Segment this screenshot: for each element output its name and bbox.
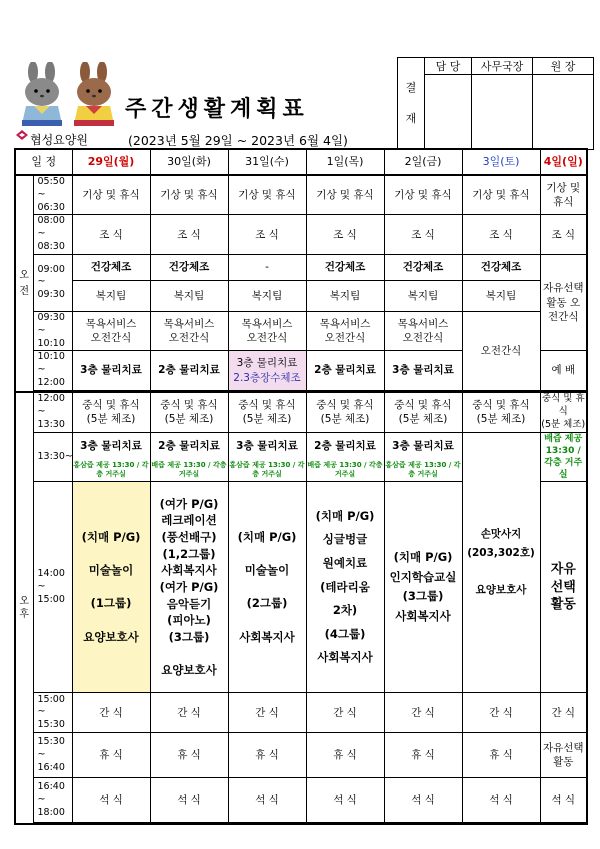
schedule-cell: 3층 물리치료 [384, 351, 462, 391]
schedule-cell: 중식 및 휴식 (5분 체조) [540, 392, 587, 432]
schedule-cell: 기상 및 휴식 [150, 175, 228, 215]
org-name: 협성요양원 [30, 133, 88, 147]
time-slot: 15:30 ~ 16:40 [33, 733, 72, 778]
page-title: 주간생활계획표 [125, 97, 309, 122]
schedule-cell: 조 식 [384, 215, 462, 254]
schedule-cell: 중식 및 휴식 (5분 체조) [72, 392, 150, 432]
day-header: 4일(일) [540, 149, 587, 175]
schedule-cell: 휴 식 [150, 733, 228, 778]
schedule-cell: 간 식 [384, 693, 462, 733]
schedule-cell: 2층 물리치료 [150, 351, 228, 391]
schedule-cell: 3층 물리치료 [228, 432, 306, 459]
schedule-cell: 석 식 [306, 778, 384, 823]
schedule-cell: 목욕서비스 오전간식 [228, 311, 306, 350]
schedule-cell: 휴 식 [72, 733, 150, 778]
schedule-note: 배즙 제공 13:30 / 각층 거주실 [150, 459, 228, 482]
schedule-cell: 건강체조 [306, 254, 384, 280]
schedule-cell: 예 배 [540, 351, 587, 391]
schedule-cell: 기상 및 휴식 [384, 175, 462, 215]
schedule-cell: 복지팀 [306, 280, 384, 311]
day-header: 29일(월) [72, 149, 150, 175]
schedule-cell: 중식 및 휴식 (5분 체조) [384, 392, 462, 432]
time-slot: 09:30 ~ 10:10 [33, 311, 72, 350]
schedule-cell: 중식 및 휴식 (5분 체조) [150, 392, 228, 432]
schedule-cell: 건강체조 [384, 254, 462, 280]
schedule-cell: 석 식 [462, 778, 540, 823]
bunny-mascot-left-icon [14, 62, 72, 128]
schedule-cell: 중식 및 휴식 (5분 체조) [228, 392, 306, 432]
schedule-cell: 기상 및 휴식 [228, 175, 306, 215]
schedule-cell: 조 식 [150, 215, 228, 254]
schedule-cell: 석 식 [228, 778, 306, 823]
schedule-cell: 조 식 [540, 215, 587, 254]
schedule-cell-activity: (치매 P/G) 인지학습교실 (3그룹) 사회복지사 [384, 482, 462, 693]
approval-sign-cell [472, 75, 533, 150]
org-logo-icon [15, 129, 29, 141]
schedule-cell: 휴 식 [306, 733, 384, 778]
schedule-cell: 기상 및 휴식 [306, 175, 384, 215]
approval-sign-cell [533, 75, 594, 150]
am-label: 오전 [15, 175, 33, 392]
schedule-cell: 목욕서비스 오전간식 [72, 311, 150, 350]
schedule-cell: 2층 물리치료 [150, 432, 228, 459]
schedule-cell: 기상 및 휴식 [72, 175, 150, 215]
schedule-cell: 조 식 [306, 215, 384, 254]
schedule-cell: 조 식 [72, 215, 150, 254]
schedule-note: 배즙 제공 13:30 / 각층 거주실 [306, 459, 384, 482]
schedule-cell: 휴 식 [228, 733, 306, 778]
schedule-cell: 복지팀 [228, 280, 306, 311]
schedule-cell: 건강체조 [150, 254, 228, 280]
corner-header: 일 정 [15, 149, 72, 175]
schedule-note: 홍삼즙 제공 13:30 / 각층 거주실 [384, 459, 462, 482]
schedule-cell-activity: 손맛사지 (203,302호) 요양보호사 [462, 432, 540, 693]
schedule-cell: 기상 및 휴식 [462, 175, 540, 215]
schedule-cell-activity: (치매 P/G) 미술놀이 (1그룹) 요양보호사 [72, 482, 150, 693]
time-slot: 10:10 ~ 12:00 [33, 351, 72, 391]
schedule-note: 홍삼즙 제공 13:30 / 각층 거주실 [228, 459, 306, 482]
schedule-cell-activity: 자유 선택 활동 [540, 482, 587, 693]
schedule-cell: 간 식 [462, 693, 540, 733]
schedule-cell: 목욕서비스 오전간식 [150, 311, 228, 350]
schedule-cell-activity: (치매 P/G) 미술놀이 (2그룹) 사회복지사 [228, 482, 306, 693]
schedule-note: 홍삼즙 제공 13:30 / 각층 거주실 [72, 459, 150, 482]
schedule-cell: 목욕서비스 오전간식 [306, 311, 384, 350]
schedule-cell-activity: (치매 P/G) 싱글벙글 원예치료 (테라리움 2차) (4그룹) 사회복지사 [306, 482, 384, 693]
schedule-cell: 자유선택 활동 [540, 733, 587, 778]
time-slot: 13:30~ [33, 432, 72, 482]
schedule-cell: 3층 물리치료 [72, 351, 150, 391]
day-header: 31일(수) [228, 149, 306, 175]
schedule-cell: 중식 및 휴식 (5분 체조) [462, 392, 540, 432]
day-header: 3일(토) [462, 149, 540, 175]
schedule-cell: 간 식 [228, 693, 306, 733]
schedule-cell: 간 식 [306, 693, 384, 733]
time-slot: 15:00 ~ 15:30 [33, 693, 72, 733]
schedule-cell: 석 식 [540, 778, 587, 823]
pm-label: 오후 [15, 392, 33, 824]
approval-role: 원 장 [533, 58, 594, 75]
schedule-cell: 간 식 [540, 693, 587, 733]
schedule-cell: 석 식 [150, 778, 228, 823]
approval-role: 담 당 [425, 58, 472, 75]
schedule-cell: 휴 식 [384, 733, 462, 778]
schedule-cell: 복지팀 [72, 280, 150, 311]
time-slot: 16:40 ~ 18:00 [33, 778, 72, 823]
approval-box [397, 57, 594, 150]
schedule-cell: 복지팀 [384, 280, 462, 311]
approval-side-label: 결 재 [398, 58, 425, 150]
approval-role: 사무국장 [472, 58, 533, 75]
schedule-cell: 오전간식 [462, 311, 540, 390]
day-header: 30일(화) [150, 149, 228, 175]
schedule-cell: 기상 및 휴식 [540, 175, 587, 215]
approval-sign-cell [425, 75, 472, 150]
schedule-cell: 복지팀 [462, 280, 540, 311]
schedule-cell: 2층 물리치료 [306, 351, 384, 391]
schedule-table [14, 148, 588, 825]
schedule-cell: 자유선택 활동 오전간식 [540, 254, 587, 350]
time-slot: 09:00 ~ 09:30 [33, 254, 72, 311]
schedule-cell: 석 식 [384, 778, 462, 823]
schedule-cell: 목욕서비스 오전간식 [384, 311, 462, 350]
schedule-cell: 휴 식 [462, 733, 540, 778]
time-slot: 14:00 ~ 15:00 [33, 482, 72, 693]
time-slot: 12:00 ~ 13:30 [33, 392, 72, 432]
schedule-cell: 석 식 [72, 778, 150, 823]
time-slot: 08:00 ~ 08:30 [33, 215, 72, 254]
bunny-mascot-right-icon [66, 62, 124, 128]
day-header: 2일(금) [384, 149, 462, 175]
schedule-cell: 건강체조 [72, 254, 150, 280]
schedule-cell: 2층 물리치료 [306, 432, 384, 459]
schedule-cell: 건강체조 [462, 254, 540, 280]
time-slot: 05:50 ~ 06:30 [33, 175, 72, 215]
schedule-cell: 간 식 [72, 693, 150, 733]
schedule-cell: 중식 및 휴식 (5분 체조) [306, 392, 384, 432]
day-header: 1일(목) [306, 149, 384, 175]
schedule-note: 배즙 제공 13:30 / 각층 거주실 [540, 432, 587, 482]
schedule-cell: 조 식 [462, 215, 540, 254]
schedule-cell: - [228, 254, 306, 280]
schedule-cell: 3층 물리치료 [384, 432, 462, 459]
period: (2023년 5월 29일 ~ 2023년 6월 4일) [128, 133, 348, 148]
schedule-cell: 간 식 [150, 693, 228, 733]
schedule-cell: 조 식 [228, 215, 306, 254]
schedule-cell-activity: (여가 P/G) 레크레이션 (풍선배구) (1,2그룹) 사회복지사 (여가 P/G) 음악듣기 (피아노) (3그룹) 요양보호사 [150, 482, 228, 693]
schedule-cell: 복지팀 [150, 280, 228, 311]
schedule-cell-highlight: 3층 물리치료 2.3층장수체조 [228, 351, 306, 391]
schedule-cell: 3층 물리치료 [72, 432, 150, 459]
